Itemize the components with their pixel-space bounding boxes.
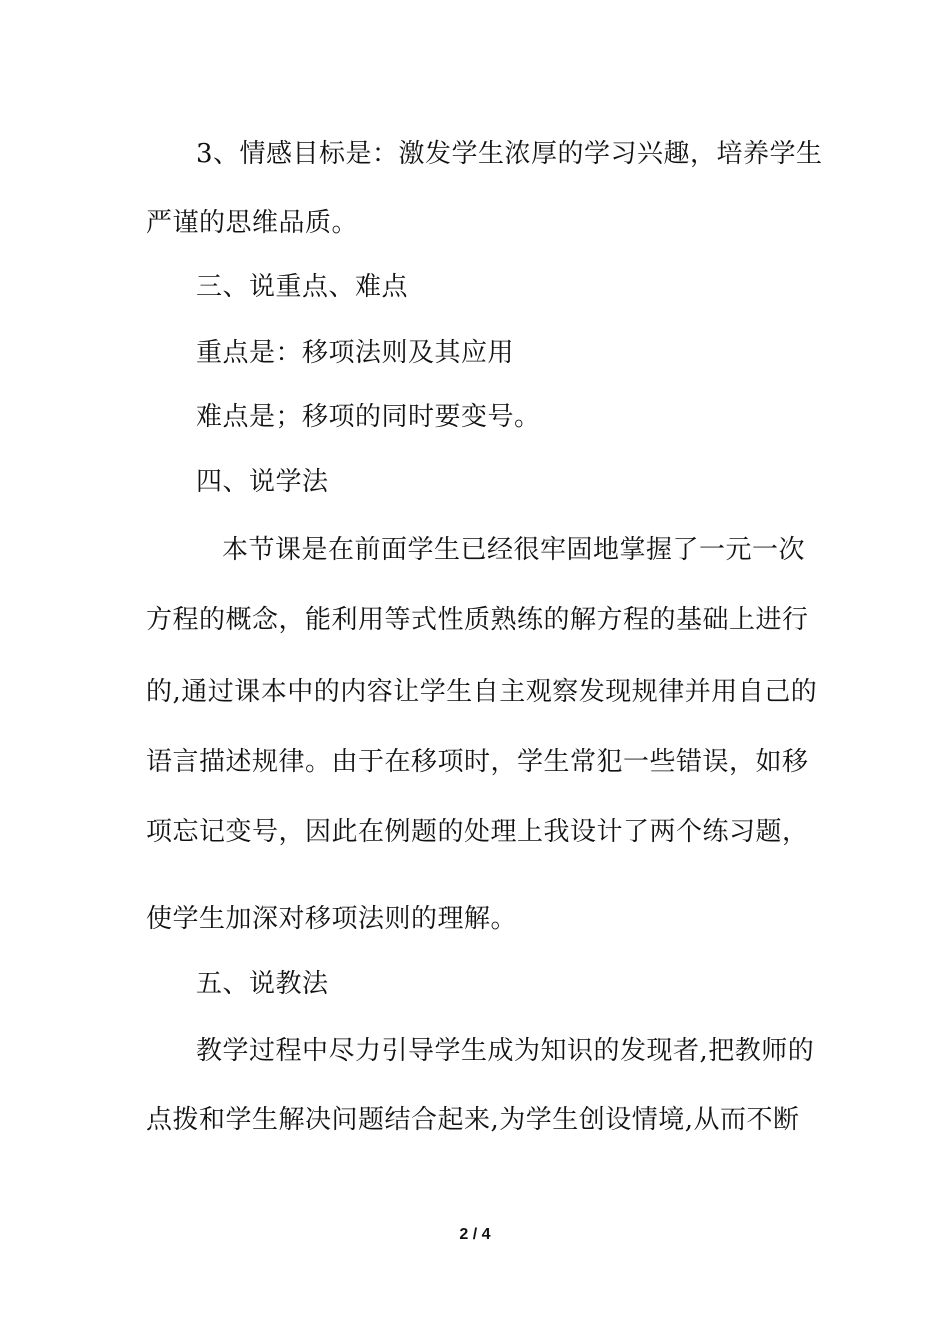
goal-3-line-1: 3、情感目标是：激发学生浓厚的学习兴趣，培养学生 [196, 139, 823, 169]
section-5-heading: 五、说教法 [196, 969, 329, 999]
study-method-line-5: 项忘记变号，因此在例题的处理上我设计了两个练习题， [146, 817, 809, 847]
section-3-heading: 三、说重点、难点 [196, 272, 409, 302]
study-method-line-4: 语言描述规律。由于在移项时，学生常犯一些错误，如移 [146, 747, 809, 777]
teaching-method-line-1: 教学过程中尽力引导学生成为知识的发现者,把教师的 [196, 1036, 815, 1066]
key-point-line: 重点是：移项法则及其应用 [196, 338, 515, 368]
teaching-method-line-2: 点拨和学生解决问题结合起来,为学生创设情境,从而不断 [146, 1105, 800, 1135]
study-method-line-2: 方程的概念，能利用等式性质熟练的解方程的基础上进行 [146, 605, 809, 635]
page-number: 2 / 4 [459, 1226, 491, 1243]
study-method-line-1: 本节课是在前面学生已经很牢固地掌握了一元一次 [222, 535, 806, 565]
study-method-line-6: 使学生加深对移项法则的理解。 [146, 904, 518, 934]
study-method-line-3: 的,通过课本中的内容让学生自主观察发现规律并用自己的 [146, 677, 818, 707]
section-4-heading: 四、说学法 [196, 467, 329, 497]
difficulty-line: 难点是；移项的同时要变号。 [196, 402, 541, 432]
goal-3-line-2: 严谨的思维品质。 [146, 208, 359, 238]
